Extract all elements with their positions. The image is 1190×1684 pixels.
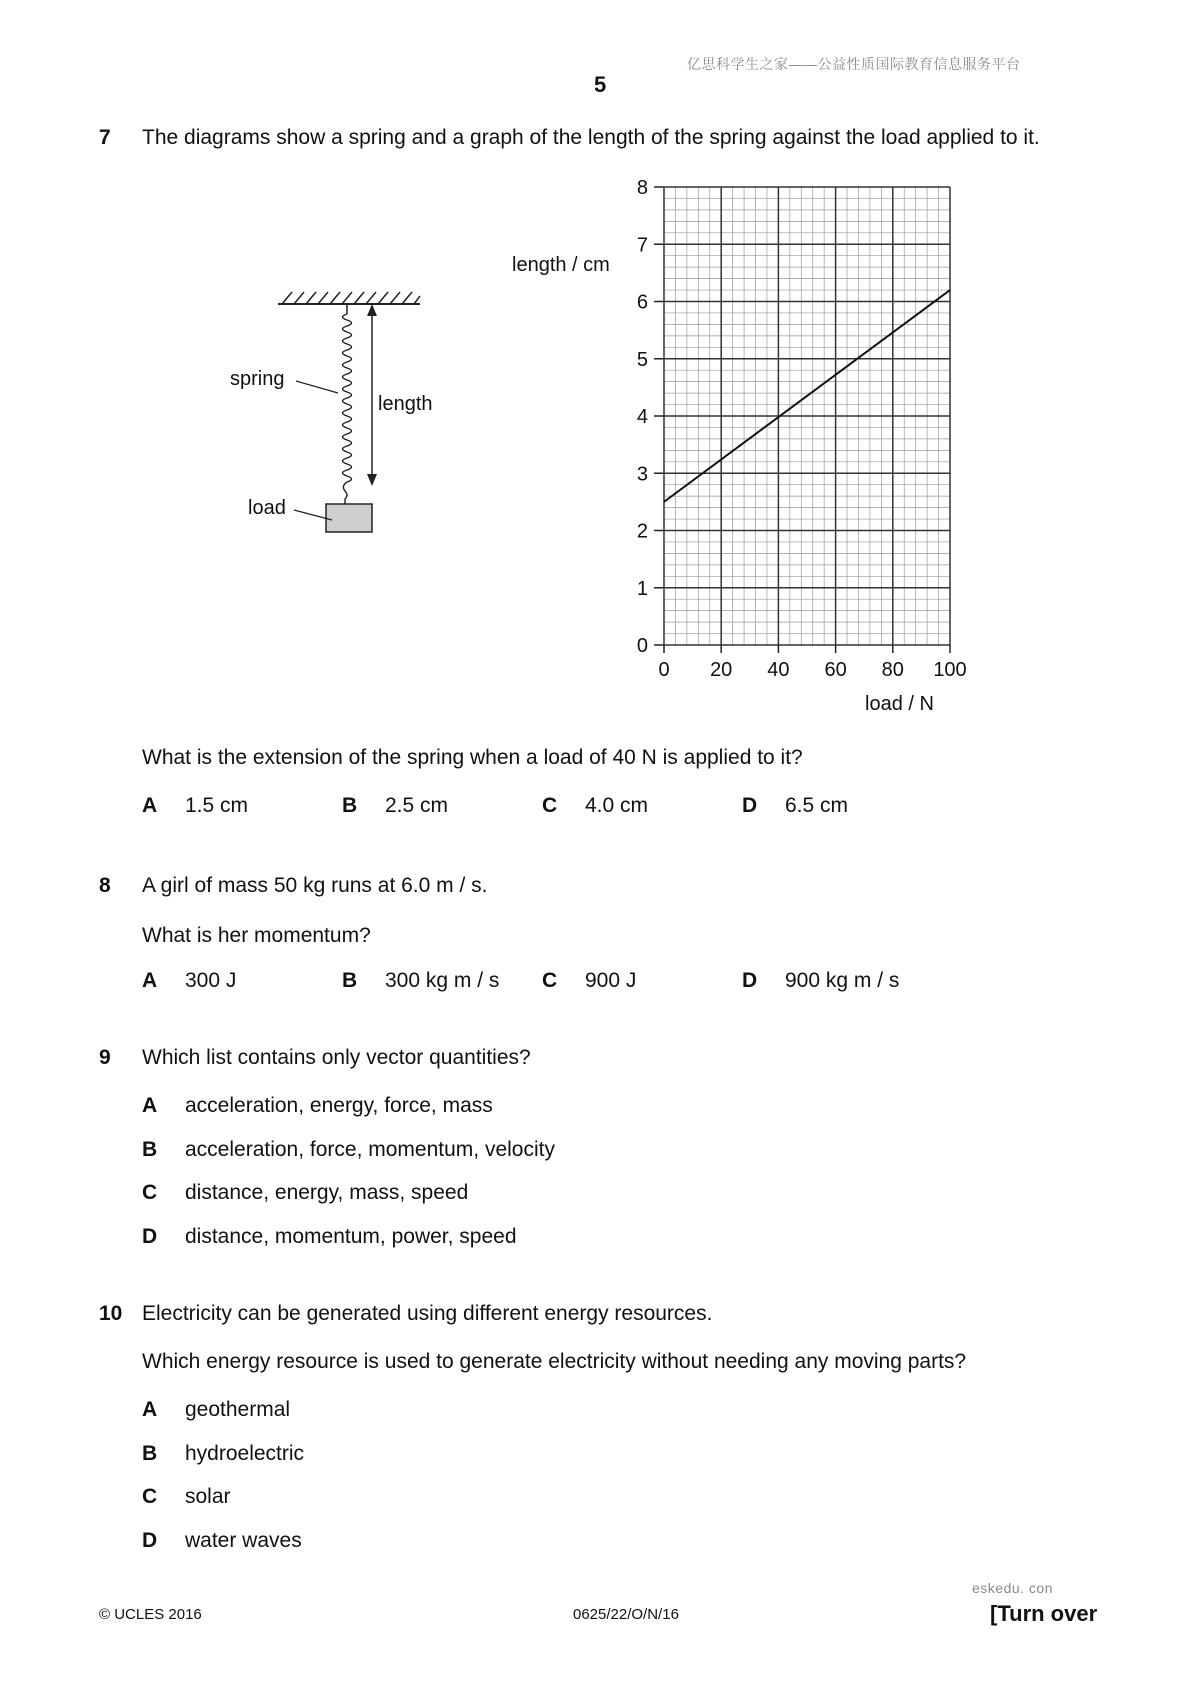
q10-number: 10 bbox=[99, 1302, 123, 1325]
q7-option-c-text: 4.0 cm bbox=[585, 794, 649, 817]
y-axis-label: length / cm bbox=[512, 254, 610, 276]
y-tick-label: 2 bbox=[636, 520, 648, 543]
footer-code: 0625/22/O/N/16 bbox=[573, 1606, 679, 1623]
q7-stem: The diagrams show a spring and a graph of the length of the spring against the load applied to it. bbox=[142, 126, 1040, 149]
y-tick-label: 3 bbox=[636, 463, 648, 486]
spring-leader-line bbox=[296, 381, 338, 393]
q10-option-b-letter: B bbox=[142, 1441, 158, 1465]
length-arrow bbox=[367, 304, 377, 486]
ceiling-hatch bbox=[278, 292, 420, 304]
series-group bbox=[664, 290, 950, 502]
q8-number: 8 bbox=[99, 874, 111, 897]
q9-stem: Which list contains only vector quantities? bbox=[142, 1046, 531, 1069]
q8-option-b-letter: B bbox=[342, 969, 358, 992]
load-label: load bbox=[248, 497, 286, 519]
y-tick-labels bbox=[637, 177, 648, 657]
y-tick-label: 5 bbox=[636, 348, 648, 371]
x-axis-label: load / N bbox=[865, 693, 934, 715]
q9-option-d-text: distance, momentum, power, speed bbox=[185, 1224, 517, 1248]
q8-option-d-text: 900 kg m / s bbox=[785, 969, 900, 992]
y-tick-label: 7 bbox=[636, 234, 648, 257]
footer-copyright: © UCLES 2016 bbox=[99, 1606, 202, 1623]
y-tick-label: 8 bbox=[636, 177, 648, 199]
q7-option-c-letter: C bbox=[542, 794, 558, 817]
q8-option-b-text: 300 kg m / s bbox=[385, 969, 500, 992]
q8-option-a-text: 300 J bbox=[185, 969, 237, 992]
q9-option-d-letter: D bbox=[142, 1224, 158, 1248]
length-vs-load-chart bbox=[500, 170, 1000, 730]
q7-option-d-text: 6.5 cm bbox=[785, 794, 849, 817]
q9-number: 9 bbox=[99, 1046, 111, 1069]
q10-option-c-text: solar bbox=[185, 1485, 231, 1508]
q9-option-a-text: acceleration, energy, force, mass bbox=[185, 1094, 493, 1117]
series-line-spring-length bbox=[664, 290, 950, 502]
x-tick-label: 40 bbox=[767, 659, 790, 681]
footer-site: eskedu. con bbox=[972, 1580, 1053, 1596]
y-tick-label: 4 bbox=[636, 406, 648, 428]
q7-option-a-letter: A bbox=[142, 794, 158, 817]
q8-option-c-text: 900 J bbox=[585, 969, 637, 992]
x-tick-label: 80 bbox=[881, 659, 904, 681]
q8-stem: A girl of mass 50 kg runs at 6.0 m / s. bbox=[142, 874, 488, 897]
q7-option-d-letter: D bbox=[742, 794, 758, 817]
spring-label: spring bbox=[230, 368, 285, 390]
q8-option-a-letter: A bbox=[142, 969, 158, 992]
x-tick-label: 0 bbox=[658, 659, 670, 681]
q8-question: What is her momentum? bbox=[142, 924, 371, 947]
q9-option-c-letter: C bbox=[142, 1181, 158, 1204]
y-tick-label: 0 bbox=[636, 635, 648, 657]
header-watermark: 亿思科学生之家——公益性质国际教育信息服务平台 bbox=[687, 56, 1021, 72]
q10-option-a-letter: A bbox=[142, 1398, 158, 1421]
q9-option-c-text: distance, energy, mass, speed bbox=[185, 1181, 469, 1204]
q10-option-d-text: water waves bbox=[185, 1528, 302, 1552]
q7-number: 7 bbox=[99, 126, 111, 149]
spring-coil bbox=[343, 304, 352, 504]
y-tick-label: 1 bbox=[636, 577, 648, 600]
q10-question: Which energy resource is used to generate electricity without needing any moving parts? bbox=[142, 1350, 967, 1373]
q7-option-b-text: 2.5 cm bbox=[385, 794, 449, 817]
q8-option-c-letter: C bbox=[542, 969, 558, 992]
q9-option-b-letter: B bbox=[142, 1137, 158, 1161]
q10-option-d-letter: D bbox=[142, 1528, 158, 1552]
q10-stem: Electricity can be generated using different energy resources. bbox=[142, 1302, 713, 1325]
x-tick-label: 20 bbox=[710, 659, 733, 681]
q7-option-a-text: 1.5 cm bbox=[185, 794, 249, 817]
q10-option-c-letter: C bbox=[142, 1485, 158, 1508]
y-tick-label: 6 bbox=[636, 291, 648, 314]
page-number: 5 bbox=[594, 72, 607, 97]
spring-diagram bbox=[220, 280, 440, 550]
x-tick-label: 100 bbox=[933, 659, 967, 681]
x-tick-label: 60 bbox=[824, 659, 847, 681]
x-tick-labels bbox=[658, 659, 966, 681]
q8-option-d-letter: D bbox=[742, 969, 758, 992]
q9-option-a-letter: A bbox=[142, 1094, 158, 1117]
length-label: length bbox=[378, 393, 433, 415]
q10-option-a-text: geothermal bbox=[185, 1398, 291, 1421]
q10-option-b-text: hydroelectric bbox=[185, 1441, 305, 1465]
q7-question: What is the extension of the spring when a load of 40 N is applied to it? bbox=[142, 746, 803, 769]
q9-option-b-text: acceleration, force, momentum, velocity bbox=[185, 1137, 555, 1161]
turn-over: [Turn over bbox=[990, 1601, 1098, 1626]
q7-option-b-letter: B bbox=[342, 794, 358, 817]
load-block bbox=[326, 504, 372, 532]
